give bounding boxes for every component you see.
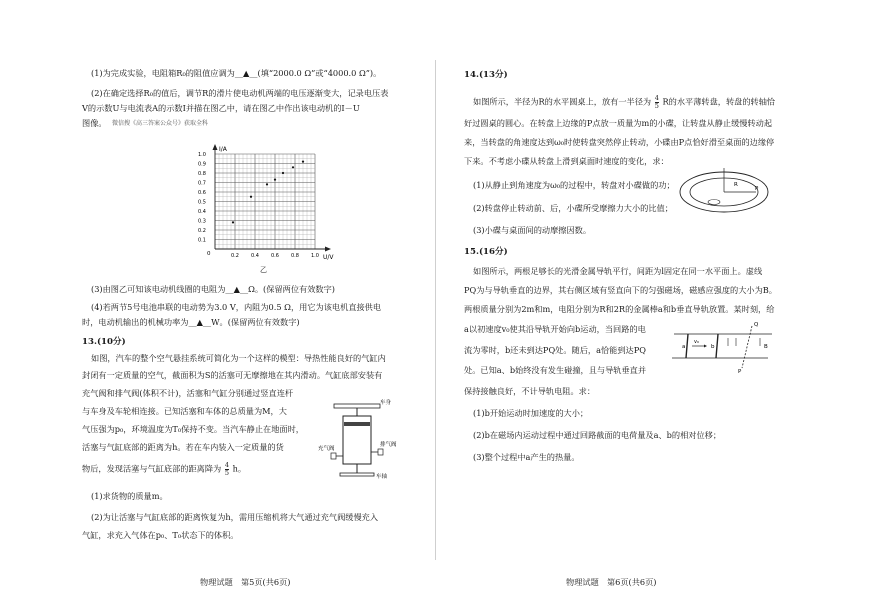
q14-sub1: (1)从静止到角速度为ω₀的过程中，转盘对小碟做的功； xyxy=(473,180,675,190)
y-tick-label: 0.2 xyxy=(198,228,206,234)
q12-part4-line2: 时，电动机输出的机械功率为__▲__W。(保留两位有效数字) xyxy=(82,317,300,327)
watermark: 微信搜《高三答案公众号》获取全科 xyxy=(112,120,209,127)
x-axis-arrow xyxy=(325,247,331,252)
x-axis-label: U/V xyxy=(323,254,334,261)
q13-line1: 如图，汽车的整个空气悬挂系统可简化为一个这样的模型：导热性能良好的气缸内 xyxy=(91,353,386,363)
rod-a xyxy=(686,334,688,358)
x-tick-label: 0.4 xyxy=(251,253,259,259)
y-tick-labels xyxy=(198,152,206,244)
label-p: P xyxy=(738,369,742,374)
car-body-bar xyxy=(334,404,380,408)
q12-part2-line1: (2)在确定选择R₀的值后，调节R的滑片使电动机两端的电压逐渐变大，记录电压表 xyxy=(91,88,389,98)
data-point xyxy=(302,161,304,163)
q15-line4: a以初速度v₀使其沿导轨开始向b运动，当回路的电 xyxy=(464,324,646,334)
y-tick-label: 0.1 xyxy=(198,237,206,244)
x-tick-label: 0.6 xyxy=(271,253,279,259)
x-tick-label: 0.2 xyxy=(231,253,239,259)
y-tick-label: 0.9 xyxy=(198,161,206,168)
x-tick-labels xyxy=(231,253,319,259)
y-tick-label: 1.0 xyxy=(198,152,206,158)
q14-line3: 来，当转盘的角速度达到ω₀时使转盘突然停止转动，小碟由P点恰好滑至桌面的边缘停 xyxy=(464,137,775,147)
q13-line6: 活塞与气缸底部的距离为h。若在车内装入一定质量的货 xyxy=(82,442,284,452)
q14-sub3: (3)小碟与桌面间的动摩擦因数。 xyxy=(473,225,592,235)
q12-part4-line1: (4)若两节5号电池串联的电动势为3.0 V，内阻为0.5 Ω，用它为该电机直接供电 xyxy=(91,302,382,312)
right-footer: 物理试题 第6页(共6页) xyxy=(566,577,657,587)
rod-b xyxy=(716,334,718,358)
label-field-b: B xyxy=(764,344,768,350)
data-point xyxy=(274,179,276,181)
q13-sub2-line2: 气缸，求充入气体在p₀、T₀状态下的体积。 xyxy=(82,530,239,540)
q15-line6: 处。已知a、b始终没有发生碰撞，且与导轨垂直并 xyxy=(464,365,647,375)
q13-line2: 封闭有一定质量的空气，截面积为S的活塞可无摩擦地在其内滑动。气缸底部安装有 xyxy=(82,370,383,380)
q12-part2-line2: V的示数U与电流表A的示数I并描在图乙中，请在图乙中作出该电动机的I－U xyxy=(82,103,360,113)
q15-sub2: (2)b在磁场内运动过程中通过回路截面的电荷量及a、b的相对位移； xyxy=(473,430,722,440)
q14-frac-num: 4 xyxy=(654,94,659,102)
label-v0: v₀ xyxy=(694,339,699,345)
label-axle: 车轴 xyxy=(376,474,388,480)
frac-den: 5 xyxy=(224,469,229,477)
q15-sub1: (1)b开始运动时加速度的大小； xyxy=(473,408,589,418)
q15-line1: 如图所示，两根足够长的光滑金属导轨平行，间距为l固定在同一水平面上。虚线 xyxy=(473,266,763,276)
origin-label: 0 xyxy=(207,251,211,257)
q13-line5: 气压强为p₀，环境温度为T₀保持不变。当汽车静止在地面时， xyxy=(82,424,304,434)
q14-heading: 14.(13分) xyxy=(464,70,508,80)
q13-heading: 13.(10分) xyxy=(82,337,126,347)
q13-line3: 充气阀和排气阀(体积不计)，活塞和气缸分别通过竖直连杆 xyxy=(82,388,294,398)
y-tick-label: 0.4 xyxy=(198,209,206,215)
y-tick-label: 0.6 xyxy=(198,190,206,196)
turntable-figure xyxy=(676,164,772,218)
data-point xyxy=(232,221,234,223)
axle-bar xyxy=(340,473,374,476)
y-axis-arrow xyxy=(213,144,218,150)
q12-part3: (3)由图乙可知该电动机线圈的电阻为__▲__Ω。(保留两位有效数字) xyxy=(91,284,335,294)
q13-sub1: (1)求货物的质量m。 xyxy=(91,491,168,501)
y-tick-label: 0.5 xyxy=(198,199,206,206)
label-b: b xyxy=(711,344,715,350)
data-point xyxy=(292,166,294,168)
q12-part2-line3: 图像。 xyxy=(82,118,107,128)
q12-part1: (1)为完成实验，电阻箱R₀的阻值应调为__▲__(填“2000.0 Ω”或“4000.0 Ω”)。 xyxy=(91,68,382,78)
y-tick-label: 0.7 xyxy=(198,180,206,187)
label-inlet: 充气阀 xyxy=(318,446,335,452)
y-tick-label: 0.3 xyxy=(198,218,206,225)
y-axis-label: I/A xyxy=(219,146,227,153)
label-p: P xyxy=(755,186,759,192)
x-tick-label: 0.8 xyxy=(291,253,299,259)
q15-line2: PQ为与导轨垂直的边界，其右侧区域有竖直向下的匀强磁场，磁感应强度的大小为B。 xyxy=(464,285,777,295)
y-tick-label: 0.8 xyxy=(198,171,206,177)
boundary-pq xyxy=(742,326,752,368)
data-point xyxy=(282,172,284,174)
iu-graph xyxy=(195,142,345,264)
label-outlet: 排气阀 xyxy=(380,442,397,448)
data-point xyxy=(266,183,268,185)
q14-frac-den: 5 xyxy=(654,102,659,110)
q15-heading: 15.(16分) xyxy=(464,247,508,257)
q15-sub3: (3)整个过程中a产生的热量。 xyxy=(473,452,580,462)
q13-line7: 物后，发现活塞与气缸底部的距离降为 $\frac{4}{5}$ h。 xyxy=(82,461,247,477)
graph-grid xyxy=(215,154,315,249)
label-q: Q xyxy=(754,322,759,328)
label-r: R xyxy=(734,182,738,188)
q13-sub2-line1: (2)为让活塞与气缸底部的距离恢复为h，需用压缩机将大气通过充气阀缓慢充入 xyxy=(91,512,379,522)
q14-line4: 下来。不考虑小碟从转盘上滑到桌面时速度的变化，求： xyxy=(464,156,669,166)
frac-num: 4 xyxy=(224,461,229,469)
q15-line7: 保持接触良好，不计导轨电阻。求： xyxy=(464,386,596,396)
q14-line1: 如图所示，半径为R的水平圆桌上，放有一半径为 $\frac{4}{5}$ R的水平薄转盘，转盘的转轴恰 xyxy=(473,94,776,110)
left-footer: 物理试题 第5页(共6页) xyxy=(200,577,291,587)
q14-line2: 好过圆桌的圆心。在转盘上边缘的P点放一质量为m的小碟，让转盘从静止缓慢转动起 xyxy=(464,118,773,128)
right-page xyxy=(436,0,870,615)
label-a: a xyxy=(682,344,686,350)
data-point xyxy=(250,196,252,198)
q14-sub2: (2)转盘停止转动前、后，小碟所受摩擦力大小的比值； xyxy=(473,203,673,213)
q15-line3: 两根质量分别为2m和m，电阻分别为R和2R的金属棒a和b垂直导轨放置。某时刻，给 xyxy=(464,304,775,314)
label-car-body: 车身 xyxy=(380,400,392,406)
rails-figure xyxy=(668,318,778,374)
graph-caption: 乙 xyxy=(260,266,267,274)
q13-line4: 与车身及车轮相连接。已知活塞和车体的总质量为M，大 xyxy=(82,406,287,416)
x-tick-label: 1.0 xyxy=(311,253,319,259)
piston xyxy=(344,422,370,426)
suspension-figure xyxy=(318,394,408,482)
q15-line5: 流为零时，b还未到达PQ处。随后，a恰能到达PQ xyxy=(464,345,646,355)
